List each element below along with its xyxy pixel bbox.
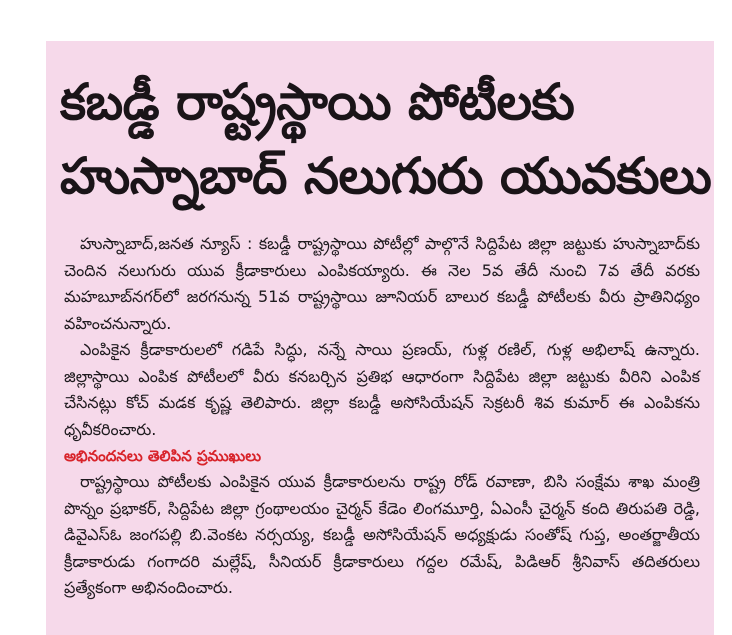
paragraph-1: హుస్నాబాద్,జనత న్యూస్ : కబడ్డీ రాష్ట్రస్థాయి పోటీల్లో పాల్గొనే సిద్దిపేట జిల్లా జట్టుకు హుస్నాబాద్‌కు చెందిన నలుగురు యువ క్రీడాకారులు ఎంపికయ్యారు. ఈ నెల 5వ తేదీ నుంచి 7వ తేదీ వరకు మహబూబ్‌నగర్‌లో జరగనున్న 51వ రాష్ట్రస్థాయి జూనియర్ బాలుర కబడ్డీ పోటీలకు వీరు ప్రాతినిధ్యం వహించనున్నారు.	[64, 234, 700, 333]
headline-line-1: కబడ్డీ రాష్ట్రస్థాయి పోటీలకు	[60, 73, 575, 131]
headline-line-2: హుస్నాబాద్ నలుగురు యువకులు	[60, 147, 712, 205]
cropped-next-headline	[46, 631, 714, 635]
paragraph-3: రాష్ట్రస్థాయి పోటీలకు ఎంపికైన యువ క్రీడాకారులను రాష్ట్ర రోడ్ రవాణా, బిసి సంక్షేమ శాఖ మంత్రి పొన్నం ప్రభాకర్, సిద్దిపేట జిల్లా గ్రంథాలయం చైర్మన్ కేడెం లింగమూర్తి, ఏఎంసీ చైర్మన్ కంది తిరుపతి రెడ్డి, డివైఎస్ఓ జంగపల్లి బి.వెంకట నర్సయ్య, కబడ్డీ అసోసియేషన్ అధ్యక్షుడు సంతోష్ గుప్త, అంతర్జాతీయ క్రీడాకారుడు గంగాదరి మల్లేష్, సీనియర్ క్రీడాకారులు గద్దల రమేష్, పిడిఆర్ శ్రీనివాస్ తదితరులు ప్రత్యేకంగా అభినందించారు.	[64, 472, 700, 597]
headline	[46, 41, 714, 213]
subheading: అభినందనలు తెలిపిన ప్రముఖులు	[64, 447, 262, 465]
newspaper-clipping	[46, 41, 714, 635]
article-body	[46, 231, 714, 602]
paragraph-2: ఎంపికైన క్రీడాకారులలో గడిపే సిద్ధు, నన్నే సాయి ప్రణయ్, గుళ్ల రణిల్, గుళ్ల అభిలాష్ ఉన్నారు. జిల్లాస్థాయి ఎంపిక పోటీలలో వీరు కనబర్చిన ప్రతిభ ఆధారంగా సిద్దిపేట జిల్లా జట్టుకు వీరిని ఎంపిక చేసినట్లు కోచ్ మడక కృష్ణ తెలిపారు. జిల్లా కబడ్డీ అసోసియేషన్ సెక్రటరీ శివ కుమార్ ఈ ఎంపికను ధృవీకరించారు.	[64, 340, 700, 439]
